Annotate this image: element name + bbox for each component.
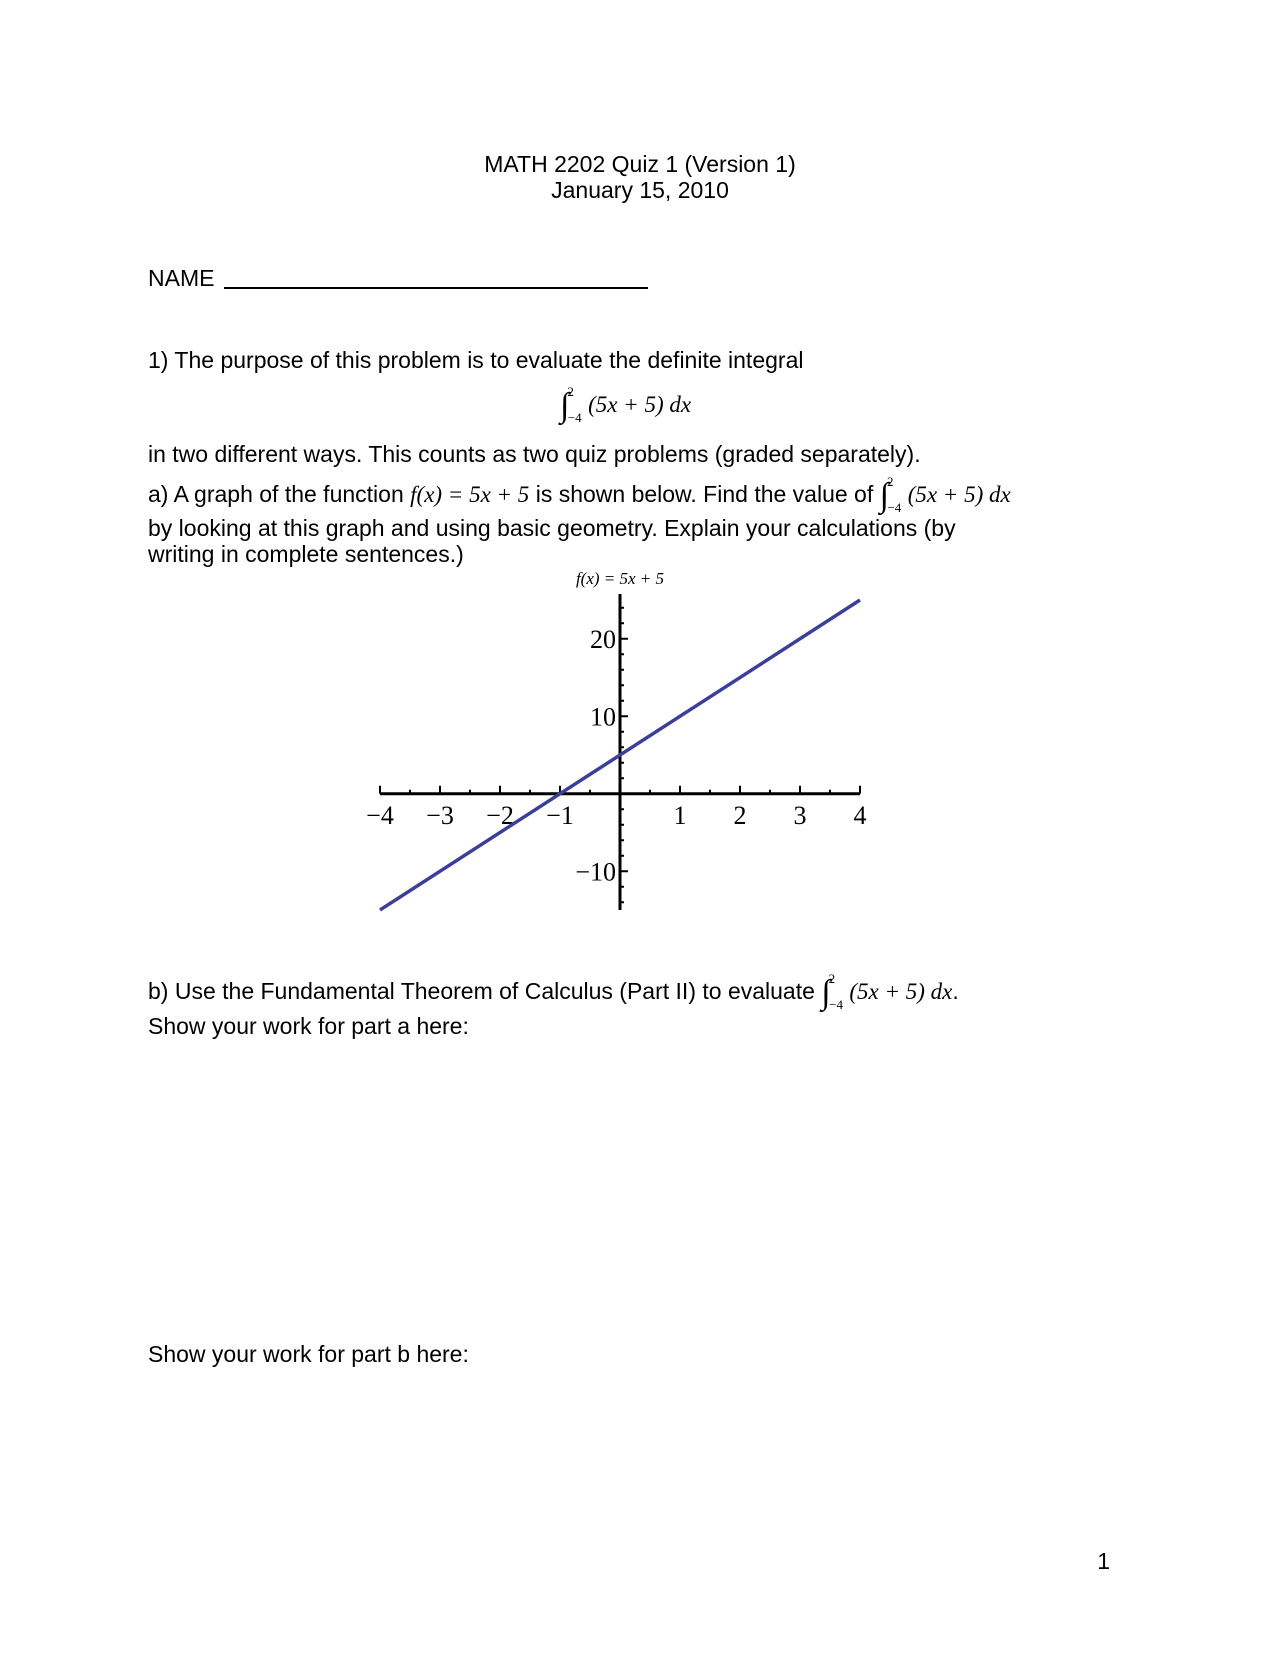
x-tick-label: −4 <box>366 800 394 830</box>
y-tick-label: 20 <box>590 624 616 654</box>
x-tick-label: 3 <box>793 800 807 830</box>
part-b-line: b) Use the Fundamental Theorem of Calculus (Part II) to evaluate ∫$^2_{-4}$ (5x + 5) dx. <box>148 971 959 1012</box>
integral-display: ∫$^2_{-4}$ (5x + 5) dx <box>560 384 692 425</box>
part-a-line1: a) A graph of the function f(x) = 5x + 5 is shown below. Find the value of ∫$^2_{-4}$ (5x + 5) dx <box>148 474 1011 515</box>
x-tick-label: −2 <box>486 800 514 830</box>
integral-sign-icon: ∫ <box>821 974 831 1011</box>
quiz-title: MATH 2202 Quiz 1 (Version 1) <box>484 151 796 177</box>
x-tick-label: −1 <box>546 800 574 830</box>
integral-sign-icon: ∫ <box>879 477 889 514</box>
x-tick-label: 2 <box>733 800 747 830</box>
page-number: 1 <box>1097 1548 1110 1574</box>
part-a-line2: by looking at this graph and using basic geometry. Explain your calculations (by <box>148 515 956 541</box>
integral-sign-icon: ∫ <box>560 387 570 424</box>
x-tick-label: 1 <box>673 800 687 830</box>
x-tick-label: −3 <box>426 800 454 830</box>
function-expression: f(x) = 5x + 5 <box>410 482 530 507</box>
part-a-line3: writing in complete sentences.) <box>148 541 464 567</box>
y-tick-label: 10 <box>590 702 616 732</box>
name-label: NAME <box>148 265 215 291</box>
x-tick-label: 4 <box>853 800 867 830</box>
name-blank-line <box>224 287 648 289</box>
quiz-date: January 15, 2010 <box>551 177 729 203</box>
function-graph <box>350 569 930 970</box>
y-tick-label: −10 <box>575 857 616 887</box>
problem1-intro: 1) The purpose of this problem is to evaluate the definite integral <box>148 347 804 373</box>
work-part-a-label: Show your work for part a here: <box>148 1013 469 1039</box>
problem1-line2: in two different ways. This counts as two quiz problems (graded separately). <box>148 441 921 467</box>
work-part-b-label: Show your work for part b here: <box>148 1341 469 1367</box>
chart-title: f(x) = 5x + 5 <box>575 569 665 588</box>
